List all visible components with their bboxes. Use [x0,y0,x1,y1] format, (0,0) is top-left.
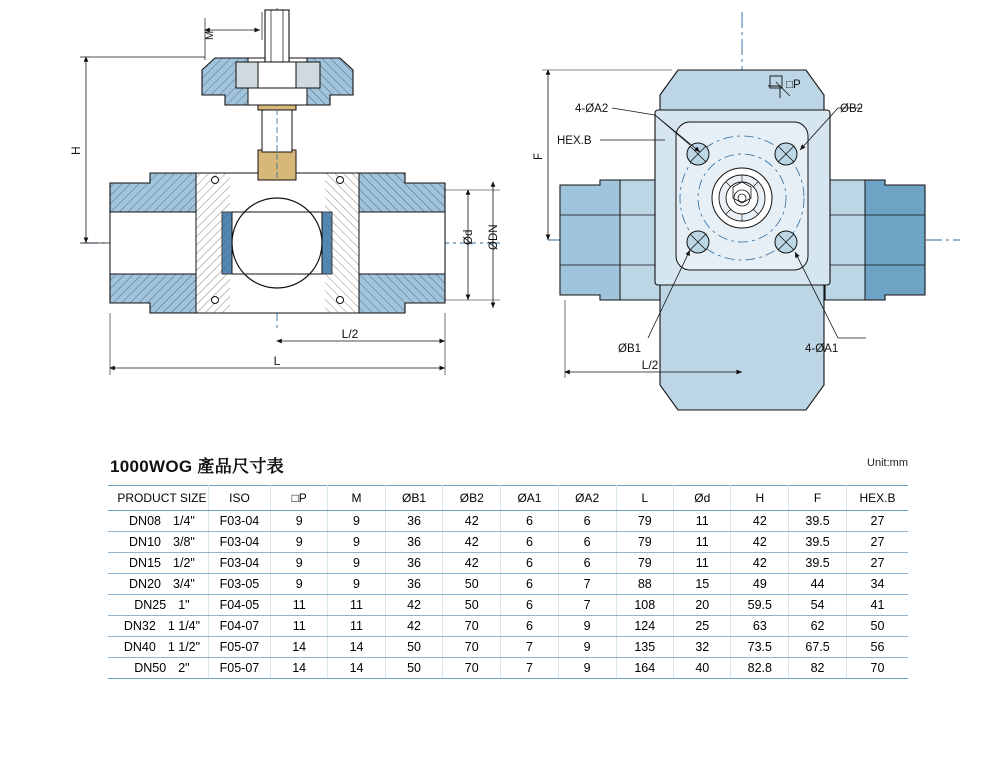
label-odn: ØDN [488,224,500,250]
cell-hexb: 41 [846,595,908,616]
cell-d: 11 [674,553,731,574]
cell-iso: F03-04 [208,511,270,532]
table-row [108,553,908,574]
cell-l: 108 [616,595,674,616]
cell-b2: 70 [443,658,501,679]
cell-p: 11 [271,595,328,616]
cell-p: 9 [271,574,328,595]
cell-h: 82.8 [731,658,789,679]
cell-m: 11 [328,616,385,637]
cell-p: 9 [271,511,328,532]
cell-l: 164 [616,658,674,679]
cell-l: 79 [616,553,674,574]
cell-inch: 1/2" [173,556,195,570]
label-l-half-left: L/2 [341,327,359,341]
cell-a1: 7 [501,637,559,658]
table-row [108,532,908,553]
cell-l: 124 [616,616,674,637]
cell-a1: 6 [501,553,559,574]
cell-p: 14 [271,658,328,679]
cell-iso: F03-04 [208,532,270,553]
cell-l: 88 [616,574,674,595]
label-hexb: HEX.B [557,135,592,147]
cell-h: 73.5 [731,637,789,658]
cell-a2: 7 [558,574,616,595]
cell-h: 59.5 [731,595,789,616]
cell-f: 44 [789,574,847,595]
cell-hexb: 70 [846,658,908,679]
cell-b1: 36 [385,532,443,553]
cell-dn: DN40 [123,640,156,654]
cell-d: 11 [674,532,731,553]
cell-a2: 6 [558,553,616,574]
cell-l: 135 [616,637,674,658]
cell-b1: 42 [385,595,443,616]
cell-m: 9 [328,532,385,553]
label-4-a2: 4-ØA2 [575,103,609,115]
table-header-row [108,486,908,511]
cell-b1: 36 [385,574,443,595]
cell-f: 54 [789,595,847,616]
label-l-half-right: L/2 [641,358,659,372]
cell-f: 39.5 [789,532,847,553]
cell-iso: F03-04 [208,553,270,574]
table-row [108,511,908,532]
right-top-view [533,12,960,410]
table-row [108,574,908,595]
cell-h: 63 [731,616,789,637]
th-a1: ØA1 [501,486,559,511]
th-f: F [789,486,847,511]
cell-dn: DN25 [134,598,167,612]
th-h: H [731,486,789,511]
cell-d: 11 [674,511,731,532]
cell-h: 49 [731,574,789,595]
cell-iso: F04-05 [208,595,270,616]
cell-b1: 50 [385,658,443,679]
cell-a2: 9 [558,616,616,637]
cell-hexb: 27 [846,532,908,553]
cell-a1: 6 [501,511,559,532]
table-row [108,658,908,679]
table-row [108,637,908,658]
cell-dn: DN08 [129,514,161,528]
th-p: □P [271,486,328,511]
cell-hexb: 27 [846,553,908,574]
cell-a2: 9 [558,658,616,679]
label-4-a1: 4-ØA1 [805,343,839,355]
dimension-table-section [108,452,908,679]
cell-dn: DN20 [129,577,161,591]
cell-f: 82 [789,658,847,679]
cell-h: 42 [731,511,789,532]
cell-a2: 6 [558,511,616,532]
cell-m: 9 [328,574,385,595]
cell-m: 14 [328,637,385,658]
cell-h: 42 [731,553,789,574]
cell-dn: DN32 [123,619,156,633]
cell-inch: 1 1/2" [167,640,201,654]
cell-d: 32 [674,637,731,658]
cell-iso: F04-07 [208,616,270,637]
cell-hexb: 50 [846,616,908,637]
cell-b2: 50 [443,595,501,616]
cell-d: 40 [674,658,731,679]
cell-b1: 36 [385,511,443,532]
table-title: 1000WOG 產品尺寸表 [110,457,284,476]
table-row [108,616,908,637]
th-iso: ISO [208,486,270,511]
cell-a1: 6 [501,595,559,616]
cell-b2: 42 [443,511,501,532]
cell-m: 9 [328,511,385,532]
cell-b1: 50 [385,637,443,658]
cell-b2: 70 [443,637,501,658]
cell-p: 14 [271,637,328,658]
cell-b1: 42 [385,616,443,637]
cell-f: 67.5 [789,637,847,658]
th-b1: ØB1 [385,486,443,511]
cell-a2: 7 [558,595,616,616]
th-b2: ØB2 [443,486,501,511]
th-product-size: PRODUCT SIZE [108,486,208,511]
cell-m: 14 [328,658,385,679]
label-l: L [273,354,281,368]
cell-d: 15 [674,574,731,595]
cell-inch: 1 1/4" [167,619,201,633]
cell-inch: 1/4" [173,514,195,528]
th-l: L [616,486,674,511]
cell-f: 62 [789,616,847,637]
table-body [108,511,908,679]
cell-a1: 6 [501,616,559,637]
cell-hexb: 27 [846,511,908,532]
cell-iso: F05-07 [208,637,270,658]
th-m: M [328,486,385,511]
cell-b2: 50 [443,574,501,595]
label-od: Ød [463,229,475,245]
cell-d: 20 [674,595,731,616]
cell-iso: F03-05 [208,574,270,595]
cell-l: 79 [616,532,674,553]
cell-hexb: 34 [846,574,908,595]
table-row [108,595,908,616]
cell-h: 42 [731,532,789,553]
cell-inch: 1" [178,598,190,612]
cell-d: 25 [674,616,731,637]
cell-b2: 42 [443,553,501,574]
th-hexb: HEX.B [846,486,908,511]
cell-hexb: 56 [846,637,908,658]
label-p: □P [786,79,801,91]
cell-dn: DN15 [129,556,161,570]
cell-dn: DN50 [134,661,167,675]
label-b2: ØB2 [840,103,864,115]
cell-a1: 6 [501,574,559,595]
unit-label: Unit:mm [867,457,908,469]
cell-b2: 70 [443,616,501,637]
cell-b1: 36 [385,553,443,574]
cell-inch: 3/4" [173,577,195,591]
cell-inch: 2" [178,661,190,675]
cell-b2: 42 [443,532,501,553]
th-d: Ød [674,486,731,511]
cell-a2: 6 [558,532,616,553]
label-f: F [533,152,545,160]
label-h: H [69,146,83,155]
cell-iso: F05-07 [208,658,270,679]
cell-a2: 9 [558,637,616,658]
cell-a1: 6 [501,532,559,553]
label-m: M [204,30,216,40]
cell-dn: DN10 [129,535,161,549]
cell-inch: 3/8" [173,535,195,549]
cell-l: 79 [616,511,674,532]
cell-m: 11 [328,595,385,616]
cell-f: 39.5 [789,511,847,532]
th-a2: ØA2 [558,486,616,511]
dimension-table [108,485,908,679]
cell-f: 39.5 [789,553,847,574]
left-section-view [69,8,500,375]
cell-m: 9 [328,553,385,574]
cell-a1: 7 [501,658,559,679]
cell-p: 11 [271,616,328,637]
cell-p: 9 [271,532,328,553]
cell-p: 9 [271,553,328,574]
label-b1: ØB1 [618,343,642,355]
